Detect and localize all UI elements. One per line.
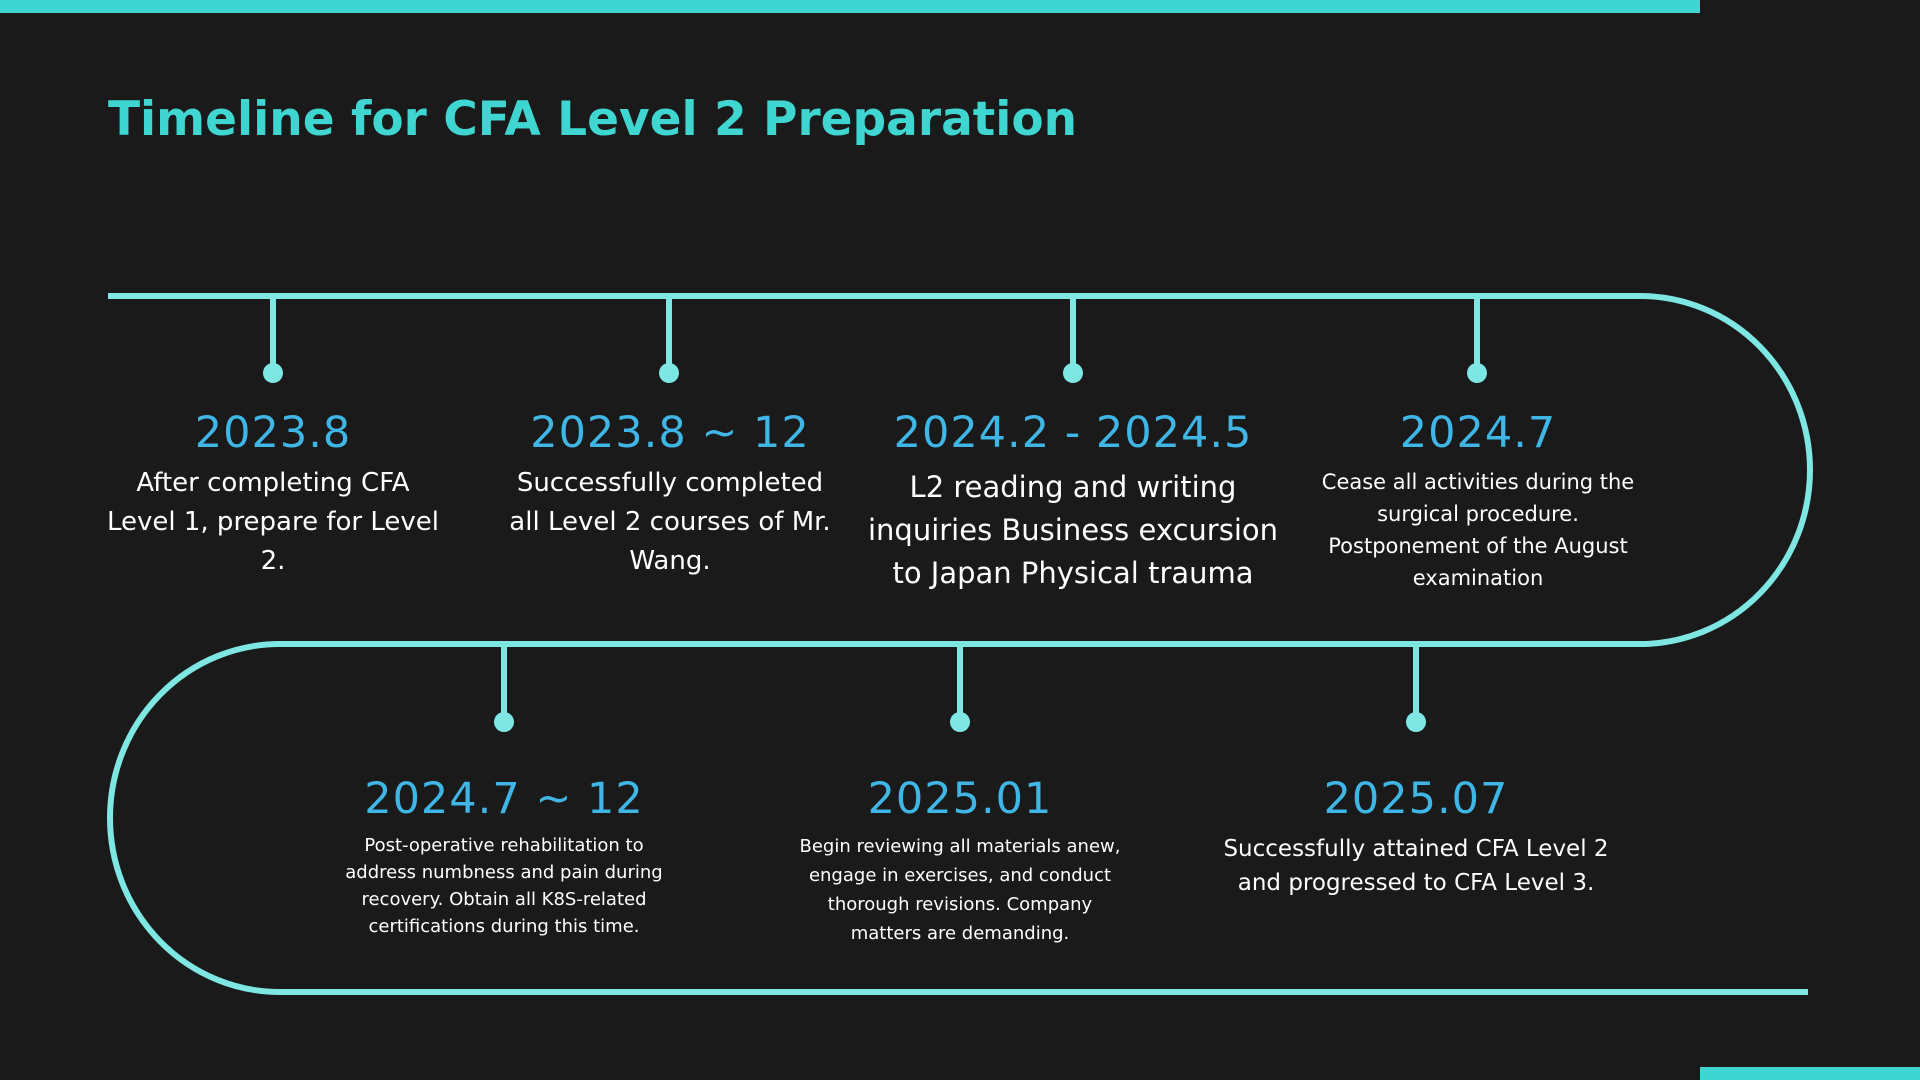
milestone-description: Begin reviewing all materials anew, engage in exercises, and conduct thorough revisions. Company matters are demanding.	[799, 835, 1121, 944]
milestone-description: Post-operative rehabilitation to address numbness and pain during recovery. Obtain all K8S-related certifications during this time.	[345, 834, 663, 937]
milestone-date: 2024.7 ~ 12	[364, 774, 644, 824]
milestone-date: 2023.8	[194, 408, 352, 458]
milestone-4	[1308, 408, 1648, 594]
milestone-dot-5	[494, 712, 514, 732]
milestone-dot-2	[659, 363, 679, 383]
milestone-1	[103, 408, 443, 581]
milestone-2	[495, 408, 845, 581]
milestone-3	[863, 408, 1283, 595]
milestone-date: 2025.07	[1323, 774, 1509, 824]
milestone-5	[329, 774, 679, 940]
milestone-description: Cease all activities during the surgical procedure. Postponement of the August examination	[1321, 469, 1635, 590]
milestone-date: 2024.2 - 2024.5	[893, 408, 1253, 458]
milestone-dot-3	[1063, 363, 1083, 383]
milestone-description: Successfully attained CFA Level 2 and progressed to CFA Level 3.	[1223, 835, 1609, 896]
milestone-date: 2024.7	[1399, 408, 1557, 458]
milestone-description: After completing CFA Level 1, prepare for Level 2.	[106, 467, 440, 576]
milestone-dot-7	[1406, 712, 1426, 732]
page-title: Timeline for CFA Level 2 Preparation	[108, 92, 1078, 147]
milestone-dot-6	[950, 712, 970, 732]
milestone-date: 2025.01	[867, 774, 1053, 824]
milestone-dot-1	[263, 363, 283, 383]
milestone-description: Successfully completed all Level 2 courses of Mr. Wang.	[509, 467, 831, 576]
milestone-date: 2023.8 ~ 12	[530, 408, 810, 458]
milestone-7	[1221, 774, 1611, 900]
milestone-dot-4	[1467, 363, 1487, 383]
milestone-6	[785, 774, 1135, 948]
milestone-description: L2 reading and writing inquiries Business excursion to Japan Physical trauma	[867, 469, 1279, 590]
